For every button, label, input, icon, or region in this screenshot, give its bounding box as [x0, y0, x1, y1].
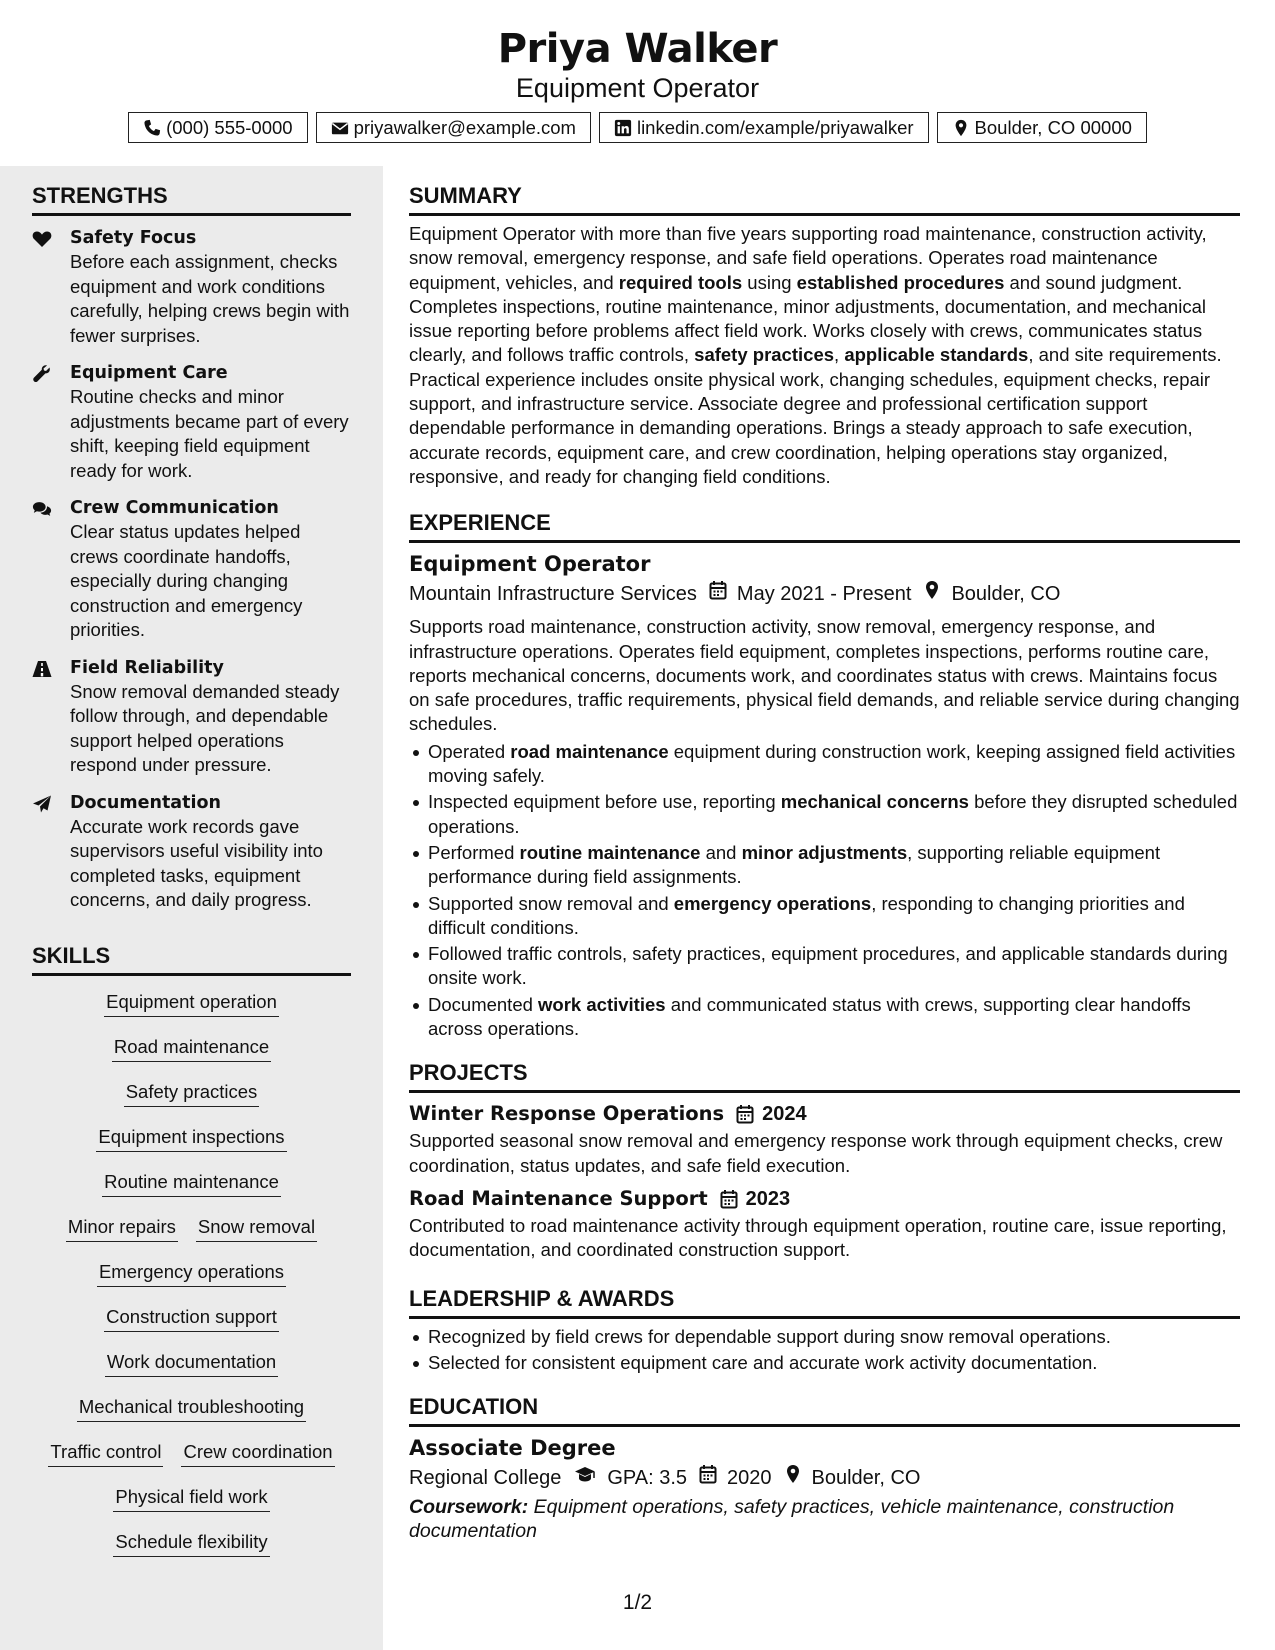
skill-row	[32, 1344, 351, 1389]
strength-item	[32, 226, 351, 348]
summary-text	[409, 222, 1240, 489]
skill-tag: Equipment inspections	[96, 1125, 286, 1152]
project-item	[409, 1099, 1240, 1178]
skill-row	[32, 1074, 351, 1119]
education-heading: EDUCATION	[409, 1377, 1240, 1427]
strength-item	[32, 791, 351, 913]
project-description: Supported seasonal snow removal and emergency response work through equipment checks, crew coordination, status updates, and safe field execution.	[409, 1130, 1223, 1176]
road-icon	[32, 656, 70, 778]
sidebar	[0, 166, 383, 1650]
text-run: Operated	[428, 740, 511, 762]
project-year: 2023	[745, 1187, 791, 1210]
job-meta	[409, 579, 1240, 609]
text-run: , supporting reliable equipment performance during field assignments.	[428, 841, 1161, 888]
text-run: and	[700, 841, 742, 863]
skill-row	[32, 1299, 351, 1344]
experience-heading: EXPERIENCE	[409, 493, 1240, 543]
skill-row	[32, 984, 351, 1029]
skill-tag: Mechanical troubleshooting	[77, 1395, 306, 1422]
job-dates: May 2021 - Present	[736, 583, 912, 606]
paper-plane-icon	[32, 791, 70, 913]
skill-row	[32, 1029, 351, 1074]
award-item: Recognized by field crews for dependable support during snow removal operations.	[428, 1325, 1240, 1349]
bold-phrase: minor adjustments	[741, 841, 908, 863]
strength-body	[70, 791, 351, 913]
skill-tag: Road maintenance	[112, 1035, 271, 1062]
coursework-label: Coursework:	[409, 1496, 529, 1519]
experience-bullet	[428, 993, 1240, 1042]
strength-title: Equipment Care	[70, 363, 228, 383]
bold-phrase: established procedures	[796, 271, 1005, 293]
job-location: Boulder, CO	[951, 583, 1061, 606]
skill-tag: Routine maintenance	[102, 1170, 281, 1197]
calendar-icon	[708, 1189, 746, 1209]
skill-tag: Safety practices	[124, 1080, 260, 1107]
contact-text: Boulder, CO 00000	[974, 116, 1132, 138]
contact-text: (000) 555-0000	[166, 116, 293, 138]
skill-tag: Construction support	[104, 1305, 279, 1332]
bold-phrase: emergency operations	[673, 892, 872, 914]
project-title	[409, 1184, 1240, 1214]
contact-text: linkedin.com/example/priyawalker	[636, 116, 914, 138]
candidate-name: Priya Walker	[497, 26, 778, 72]
projects-list	[409, 1099, 1240, 1262]
text-run: equipment during construction work, keeping assigned field activities moving safely.	[428, 740, 1236, 787]
linkedin-icon	[614, 119, 637, 137]
strengths-list	[0, 216, 383, 913]
skills-heading: SKILLS	[32, 926, 351, 976]
strength-description: Before each assignment, checks equipment and work conditions carefully, helping crews begin with fewer surprises.	[70, 251, 350, 346]
text-run: using	[742, 271, 797, 293]
experience-bullet	[428, 740, 1240, 789]
project-year: 2024	[762, 1103, 807, 1126]
candidate-title: Equipment Operator	[515, 73, 760, 103]
experience-bullet	[428, 942, 1240, 991]
skill-tag: Work documentation	[105, 1350, 278, 1377]
strengths-heading: STRENGTHS	[32, 166, 351, 216]
wrench-icon	[32, 361, 70, 483]
coursework-text: Equipment operations, safety practices, vehicle maintenance, construction documentation	[409, 1496, 1175, 1543]
job-bullets	[428, 740, 1240, 1042]
experience-bullet	[428, 892, 1240, 941]
text-run: Equipment Operator with more than five years supporting road maintenance, construction activity, snow removal, emergency response, and safe field operations. Operates road maintenance equipment, vehicles, and	[409, 223, 1207, 293]
job-title: Equipment Operator	[409, 552, 651, 577]
location-pin-icon	[911, 579, 951, 609]
strength-title: Field Reliability	[70, 657, 224, 678]
summary-heading: SUMMARY	[409, 166, 1240, 216]
text-run: Supported snow removal and	[428, 892, 674, 914]
text-run: Performed	[428, 841, 520, 863]
degree: Associate Degree	[409, 1436, 616, 1461]
bold-phrase: work activities	[538, 993, 666, 1015]
strength-item	[32, 656, 351, 778]
strength-body	[70, 361, 351, 483]
coursework	[409, 1495, 1240, 1543]
skills-list	[0, 976, 383, 1569]
contact-chip[interactable]	[599, 112, 929, 143]
contact-bar	[0, 112, 1275, 143]
phone-icon	[143, 119, 166, 137]
project-description: Contributed to road maintenance activity through equipment operation, routine care, issue reporting, documentation, and coordinated construction support.	[409, 1214, 1227, 1261]
project-title	[409, 1099, 1240, 1129]
skill-row	[32, 1389, 351, 1434]
text-run: , and site requirements. Practical experience includes onsite physical work, changing schedules, equipment checks, repair support, and infrastructure service. Associate degree and professional certification support dependable performance in demanding operations. Brings a steady approach to safe execution, accurate records, equipment care, and crew coordination, helping operations stay organized, responsive, and ready for changing field conditions.	[409, 344, 1222, 487]
bold-phrase: routine maintenance	[519, 841, 701, 863]
skill-row	[32, 1119, 351, 1164]
graduation-cap-icon	[561, 1463, 607, 1493]
award-item: Selected for consistent equipment care and accurate work activity documentation.	[428, 1351, 1240, 1375]
skill-tag: Equipment operation	[104, 990, 279, 1017]
skill-tag: Crew coordination	[181, 1440, 334, 1467]
gpa: GPA: 3.5	[607, 1467, 687, 1490]
text-run: , responding to changing priorities and difficult conditions.	[428, 892, 1185, 938]
strength-body	[70, 226, 351, 348]
bold-phrase: applicable standards	[844, 344, 1029, 366]
strength-title: Safety Focus	[70, 228, 197, 248]
strength-item	[32, 496, 351, 643]
contact-chip[interactable]	[316, 112, 591, 143]
strength-description: Snow removal demanded steady follow through, and dependable support helped operations respond under pressure.	[70, 680, 340, 775]
resume-header	[0, 0, 1275, 143]
bold-phrase: road maintenance	[510, 740, 669, 762]
heart-icon	[32, 226, 70, 348]
skill-row	[32, 1164, 351, 1209]
text-run: ,	[834, 344, 845, 366]
calendar-icon	[687, 1463, 727, 1493]
text-run: Followed traffic controls, safety practices, equipment procedures, and applicable standards during onsite work.	[428, 943, 1228, 989]
strength-body	[70, 656, 351, 778]
leadership-heading: LEADERSHIP & AWARDS	[409, 1269, 1240, 1319]
education-location: Boulder, CO	[811, 1467, 921, 1490]
projects-heading: PROJECTS	[409, 1043, 1240, 1093]
contact-text: priyawalker@example.com	[353, 116, 576, 138]
skill-row	[32, 1524, 351, 1569]
strength-item	[32, 361, 351, 483]
experience-bullet	[428, 790, 1240, 839]
chat-bubbles-icon	[32, 496, 70, 643]
text-run: Inspected equipment before use, reporting	[428, 791, 781, 813]
strength-description: Accurate work records gave supervisors useful visibility into completed tasks, equipment concerns, and daily progress.	[70, 815, 323, 910]
skill-tag: Snow removal	[196, 1215, 317, 1242]
leadership-list	[428, 1325, 1240, 1376]
text-run: Documented	[428, 993, 539, 1015]
contact-chip[interactable]	[937, 112, 1147, 143]
job-company: Mountain Infrastructure Services	[409, 583, 697, 606]
page-number: 1/2	[622, 1591, 653, 1614]
location-pin-icon	[952, 119, 975, 137]
bold-phrase: safety practices	[694, 344, 835, 366]
skill-row	[32, 1479, 351, 1524]
skill-tag: Emergency operations	[97, 1260, 286, 1287]
bold-phrase: mechanical concerns	[780, 791, 969, 813]
skill-tag: Physical field work	[113, 1485, 269, 1512]
strength-description: Routine checks and minor adjustments became part of every shift, keeping field equipment ready for work.	[70, 386, 349, 481]
strength-body	[70, 496, 351, 643]
text-run: and sound judgment. Completes inspections, routine maintenance, minor adjustments, documentation, and mechanical issue reporting before problems affect field work. Works closely with crews, communicates status clearly, and follows traffic controls,	[409, 271, 1206, 366]
job-description: Supports road maintenance, construction activity, snow removal, emergency response, and infrastructure operations. Operates field equipment, completes inspections, performs routine care, reports mechanical concerns, documents work, and coordinates status with crews. Maintains focus on safe procedures, traffic requirements, physical field demands, and reliable service during changing schedules.	[409, 616, 1240, 735]
skill-row	[32, 1209, 351, 1254]
text-run: before they disrupted scheduled operations.	[428, 791, 1238, 837]
skill-row	[32, 1254, 351, 1299]
bold-phrase: required tools	[618, 271, 743, 293]
strength-title: Documentation	[70, 792, 221, 813]
calendar-icon	[697, 579, 737, 609]
education-meta	[409, 1463, 1240, 1493]
skill-tag: Minor repairs	[66, 1215, 178, 1242]
text-run: and communicated status with crews, supporting clear handoffs across operations.	[428, 993, 1191, 1040]
skill-tag: Schedule flexibility	[113, 1530, 269, 1557]
experience-bullet	[428, 841, 1240, 890]
skill-row	[32, 1434, 351, 1479]
project-name: Road Maintenance Support	[409, 1186, 708, 1210]
project-item	[409, 1184, 1240, 1263]
skill-tag: Traffic control	[48, 1440, 163, 1467]
main-content	[409, 166, 1240, 1543]
school-name: Regional College	[409, 1467, 562, 1490]
graduation-year: 2020	[727, 1467, 772, 1490]
project-name: Winter Response Operations	[409, 1102, 725, 1126]
contact-chip[interactable]	[128, 112, 308, 143]
location-pin-icon	[772, 1463, 812, 1493]
calendar-icon	[724, 1104, 762, 1124]
strength-title: Crew Communication	[70, 498, 279, 518]
envelope-icon	[331, 119, 354, 137]
strength-description: Clear status updates helped crews coordinate handoffs, especially during changing construction and emergency priorities.	[70, 521, 303, 640]
